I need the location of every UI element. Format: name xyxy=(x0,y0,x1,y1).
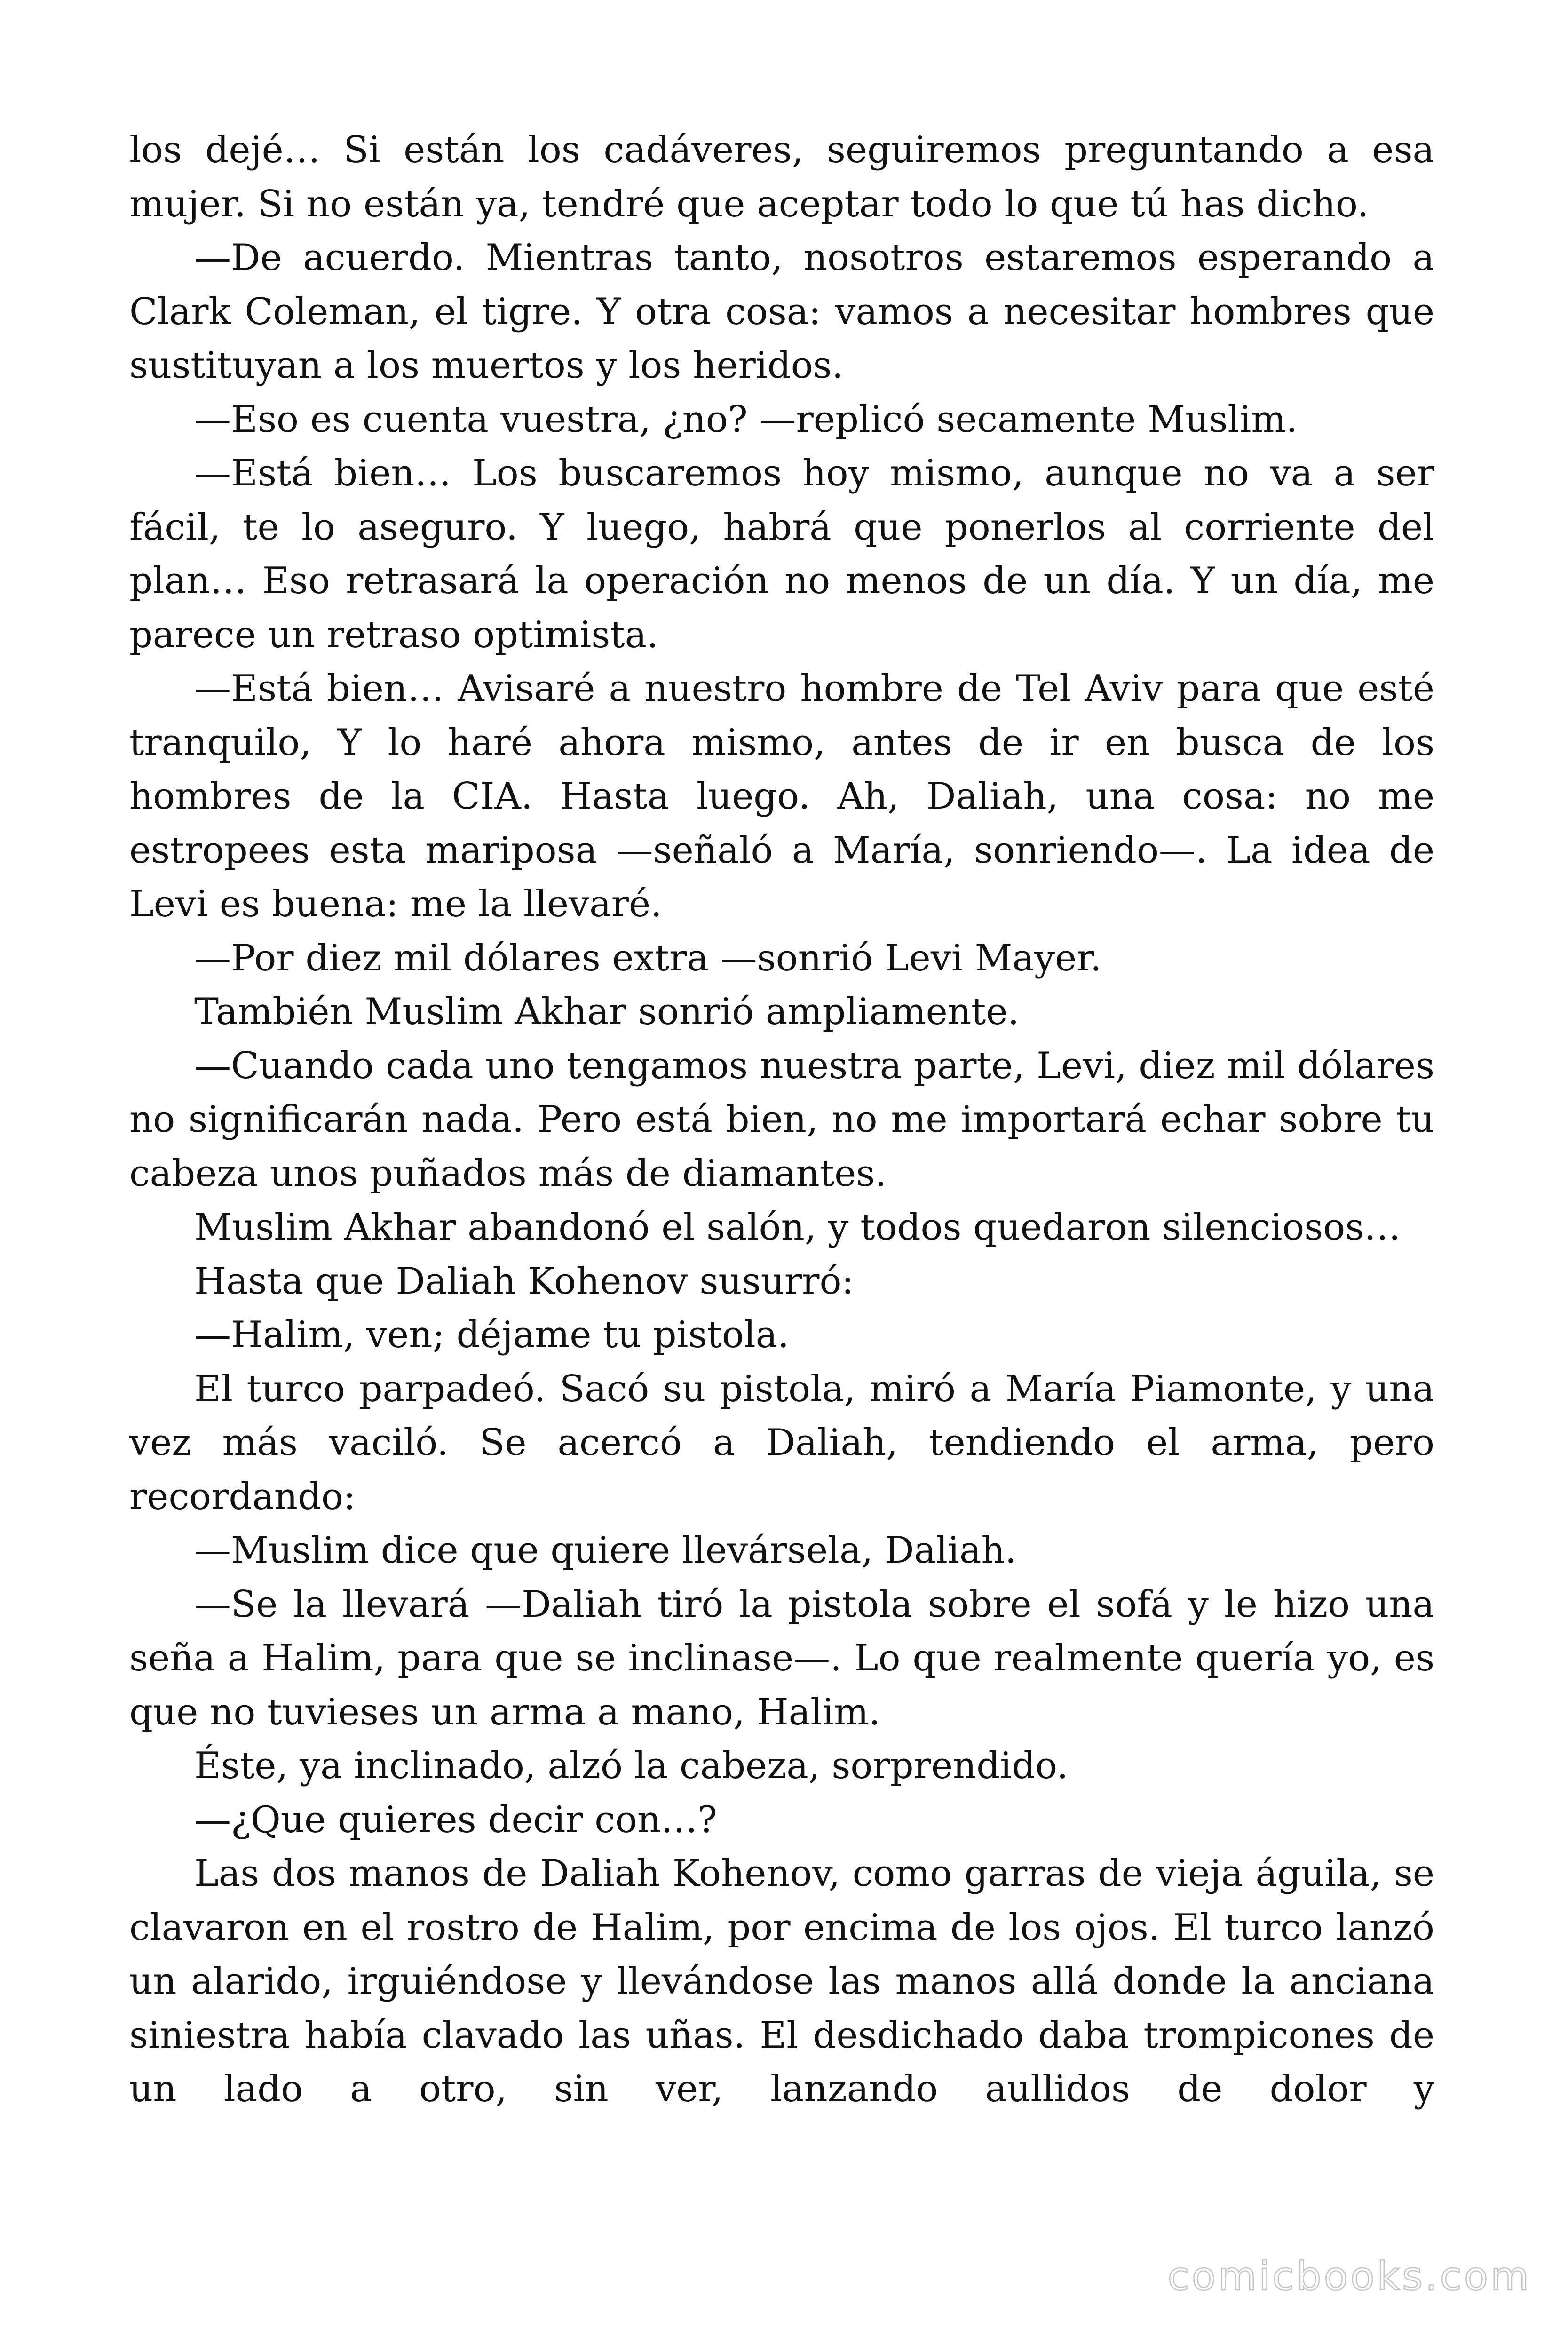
paragraph-16: —¿Que quieres decir con…? xyxy=(194,1798,717,1841)
paragraph-10: Hasta que Daliah Kohenov susurró: xyxy=(194,1260,854,1303)
paragraph-2: —De acuerdo. Mientras tanto, nosotros estaremos esperando a Clark Coleman, el tigre. Y otra cosa: vamos a necesitar hombres que sustituyan a los muertos y los heridos. xyxy=(129,237,1434,387)
paragraph-13: —Muslim dice que quiere llevársela, Daliah. xyxy=(194,1529,1017,1572)
paragraph-15: Éste, ya inclinado, alzó la cabeza, sorprendido. xyxy=(194,1745,1069,1787)
paragraph-3: —Eso es cuenta vuestra, ¿no? —replicó secamente Muslim. xyxy=(194,398,1298,441)
paragraph-11: —Halim, ven; déjame tu pistola. xyxy=(194,1314,790,1356)
paragraph-17: Las dos manos de Daliah Kohenov, como garras de vieja águila, se clavaron en el rostro de Halim, por encima de los ojos. El turco lanzó un alarido, irguiéndose y llevándose las manos allá donde la anciana siniestra había clavado las uñas. El desdichado daba trompicones de un lado a otro, sin ver, lanzando aullidos de dolor y xyxy=(129,1852,1434,2110)
paragraph-9: Muslim Akhar abandonó el salón, y todos quedaron silenciosos… xyxy=(194,1206,1401,1248)
paragraph-12: El turco parpadeó. Sacó su pistola, miró a María Piamonte, y una vez más vaciló. Se acercó a Daliah, tendiendo el arma, pero recordando: xyxy=(129,1367,1434,1518)
paragraph-8: —Cuando cada uno tengamos nuestra parte, Levi, diez mil dólares no significarán nada. Pero está bien, no me importará echar sobre tu cabeza unos puñados más de diamantes. xyxy=(129,1044,1434,1195)
paragraph-14: —Se la llevará —Daliah tiró la pistola sobre el sofá y le hizo una seña a Halim, para que se inclinase—. Lo que realmente quería yo, es que no tuvieses un arma a mano, Halim. xyxy=(129,1583,1434,1733)
watermark: comicbooks.com xyxy=(1167,2253,1531,2299)
paragraph-1: los dejé… Si están los cadáveres, seguiremos preguntando a esa mujer. Si no están ya, tendré que aceptar todo lo que tú has dicho. xyxy=(129,129,1434,225)
paragraph-4: —Está bien… Los buscaremos hoy mismo, aunque no va a ser fácil, te lo aseguro. Y luego, habrá que ponerlos al corriente del plan… Eso retrasará la operación no menos de un día. Y un día, me parece un retraso optimista. xyxy=(129,452,1434,656)
paragraph-7: También Muslim Akhar sonrió ampliamente. xyxy=(194,991,1020,1033)
paragraph-6: —Por diez mil dólares extra —sonrió Levi Mayer. xyxy=(194,937,1102,979)
paragraph-5: —Está bien… Avisaré a nuestro hombre de Tel Aviv para que esté tranquilo, Y lo haré ahora mismo, antes de ir en busca de los hombres de la CIA. Hasta luego. Ah, Daliah, una cosa: no me estropees esta mariposa —señaló a María, sonriendo—. La idea de Levi es buena: me la llevaré. xyxy=(129,667,1434,925)
book-page-text xyxy=(129,123,1434,2116)
